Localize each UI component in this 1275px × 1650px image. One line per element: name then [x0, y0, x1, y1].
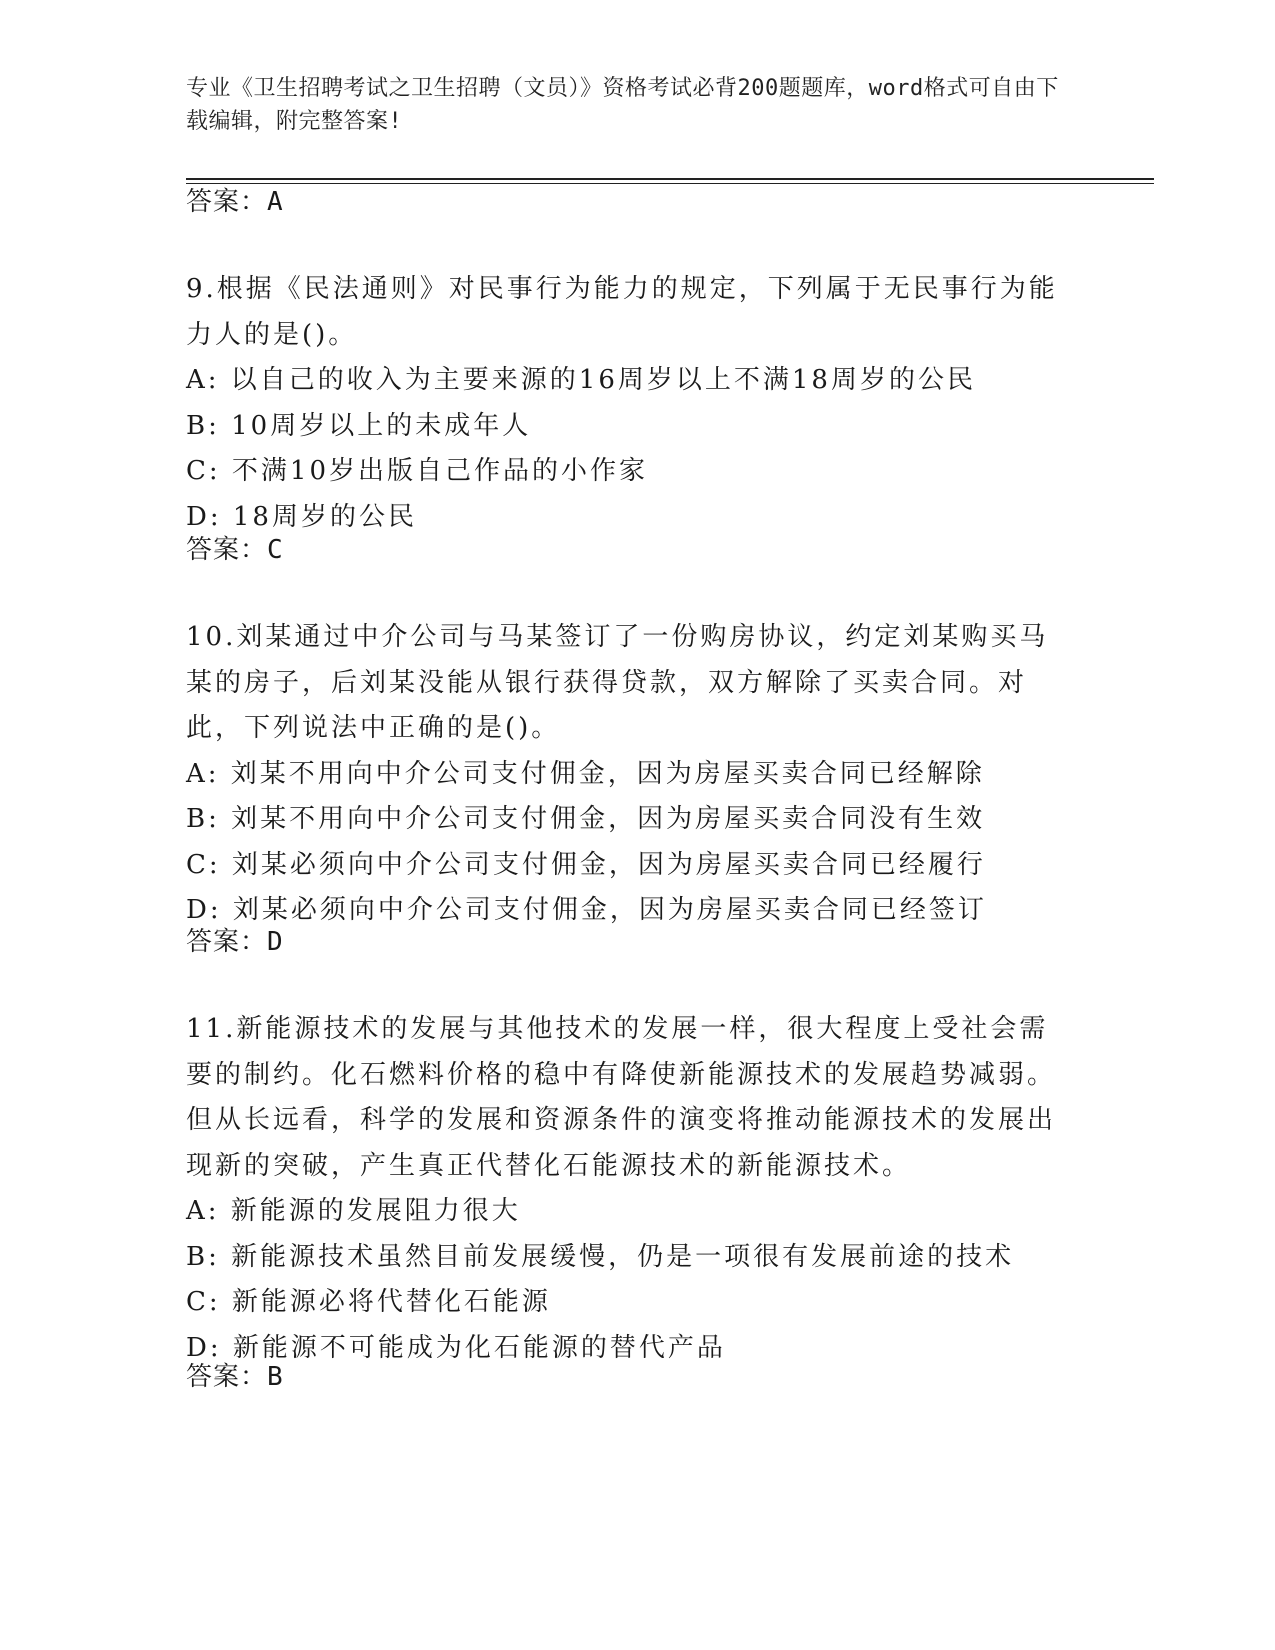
option-c: C: 新能源必将代替化石能源 — [186, 1287, 551, 1317]
question-block — [186, 615, 1066, 934]
header-divider-thick — [186, 178, 1154, 180]
option-c: C: 不满10岁出版自己作品的小作家 — [186, 456, 649, 486]
document-header: 专业《卫生招聘考试之卫生招聘（文员）》资格考试必背200题题库，word格式可自由下载编辑，附完整答案! — [186, 76, 1059, 134]
option-d: D: 18周岁的公民 — [186, 501, 417, 532]
option-a: A: 新能源的发展阻力很大 — [186, 1196, 521, 1226]
option-b: B: 10周岁以上的未成年人 — [186, 410, 532, 441]
answer-line: 答案：B — [186, 1362, 284, 1392]
option-d: D: 刘某必须向中介公司支付佣金，因为房屋买卖合同已经签订 — [186, 895, 987, 925]
header-divider-thin — [186, 183, 1154, 184]
option-a: A: 刘某不用向中介公司支付佣金，因为房屋买卖合同已经解除 — [186, 758, 985, 789]
answer-line: 答案：C — [186, 535, 284, 565]
option-c: C: 刘某必须向中介公司支付佣金，因为房屋买卖合同已经履行 — [186, 849, 986, 880]
option-b: B: 新能源技术虽然目前发展缓慢，仍是一项很有发展前途的技术 — [186, 1241, 1015, 1272]
question-stem: 10.刘某通过中介公司与马某签订了一份购房协议，约定刘某购买马某的房子，后刘某没能从银行获得贷款，双方解除了买卖合同。对此，下列说法中正确的是()。 — [186, 622, 1049, 743]
option-a: A: 以自己的收入为主要来源的16周岁以上不满18周岁的公民 — [186, 365, 976, 395]
question-block — [186, 267, 1066, 540]
question-block — [186, 1007, 1066, 1371]
option-b: B: 刘某不用向中介公司支付佣金，因为房屋买卖合同没有生效 — [186, 804, 986, 834]
option-d: D: 新能源不可能成为化石能源的替代产品 — [186, 1332, 726, 1363]
answer-line: 答案：D — [186, 927, 284, 957]
question-stem: 9.根据《民法通则》对民事行为能力的规定，下列属于无民事行为能力人的是()。 — [186, 274, 1058, 350]
answer-line: 答案：A — [186, 187, 284, 217]
question-stem: 11.新能源技术的发展与其他技术的发展一样，很大程度上受社会需要的制约。化石燃料价格的稳中有降使新能源技术的发展趋势减弱。但从长远看，科学的发展和资源条件的演变将推动能源技术的发展出现新的突破，产生真正代替化石能源技术的新能源技术。 — [186, 1014, 1057, 1181]
